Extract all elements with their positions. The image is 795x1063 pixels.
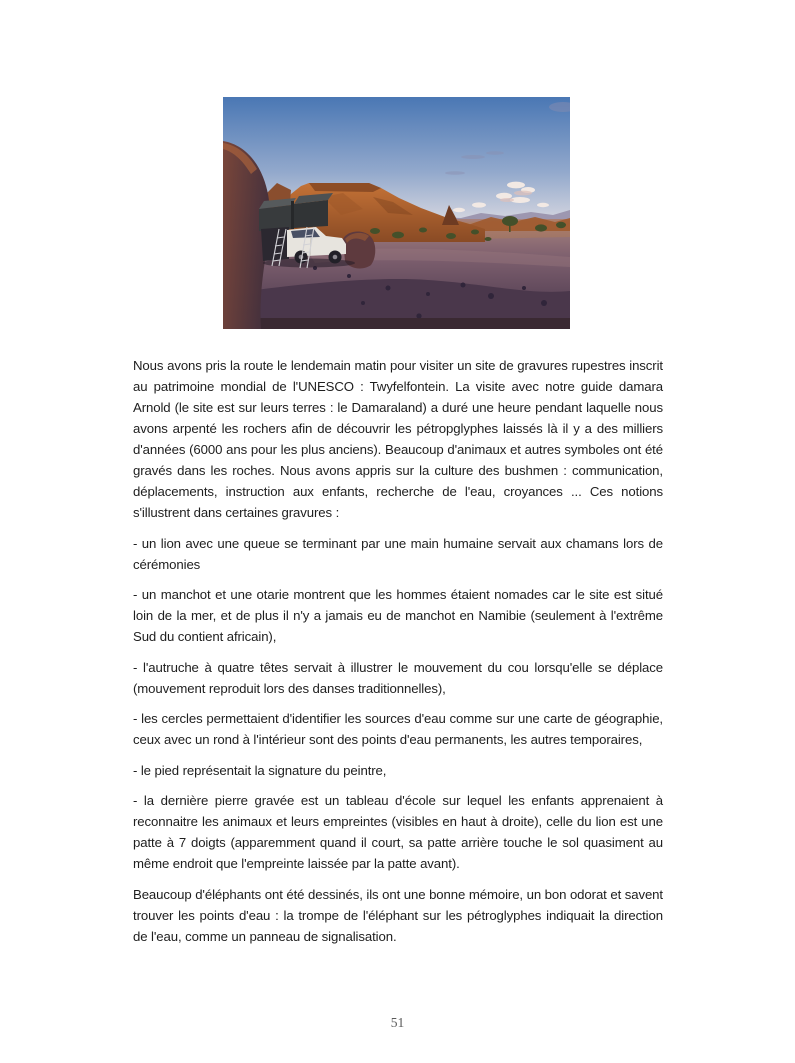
paragraph-elephants: Beaucoup d'éléphants ont été dessinés, ils ont une bonne mémoire, un bon odorat et savent trouver les points d'eau : la trompe de l'éléphant sur les pétroglyphes indiquait la direction de l'eau, comme un panneau de signalisation. [133, 886, 663, 944]
photo-mesa-rim-shadow [309, 183, 381, 192]
page-number: 51 [390, 1015, 405, 1030]
bullet-autruche: - l'autruche à quatre têtes servait à illustrer le mouvement du cou lorsqu'elle se déplace (mouvement reproduit lors des danses traditionnelles), [133, 659, 663, 696]
bullet-lion: - un lion avec une queue se terminant par une main humaine servait aux chamans lors de cérémonies [133, 535, 663, 572]
bullet-pied: - le pied représentait la signature du peintre, [133, 762, 387, 778]
photo-bottom-shadow [223, 318, 570, 329]
body-text [133, 355, 663, 956]
bullet-cercles: - les cercles permettaient d'identifier les sources d'eau comme sur une carte de géographie, ceux avec un rond à l'intérieur sont des points d'eau permanents, les autres temporaires, [133, 711, 663, 747]
photo-desert-campsite [223, 97, 570, 329]
bullet-manchot: - un manchot et une otarie montrent que les hommes étaient nomades car le site est situé loin de la mer, et de plus il n'y a jamais eu de manchot en Namibie (seulement à l'extrême Sud du contient africain), [133, 587, 663, 644]
bullet-tableau: - la dernière pierre gravée est un tableau d'école sur lequel les enfants apprenaient à reconnaitre les animaux et leurs empreintes (visibles en haut à droite), celle du lion est une patte à 7 doigts (apparemment quand il court, sa patte arrière touche le sol quasiment au même endroit que l'empreinte laissée par la patte avant). [133, 793, 663, 871]
photo-illustration [223, 97, 570, 329]
paragraph-intro: Nous avons pris la route le lendemain matin pour visiter un site de gravures rupestres inscrit au patrimoine mondial de l'UNESCO : Twyfelfontein. La visite avec notre guide damara Arnold (le site est sur leurs terres : le Damaraland) a duré une heure pendant laquelle nous avons arpenté les rochers afin de découvrir les pétropglyphes laissés là il y a des milliers d'années (6000 ans pour les plus anciens). Beaucoup d'animaux et autres symboles ont été gravés dans les roches. Nous avons appris sur la culture des bushmen : communication, déplacements, instruction aux enfants, recherche de l'eau, croyances ... Ces notions s'illustrent dans certaines gravures : [133, 358, 663, 520]
